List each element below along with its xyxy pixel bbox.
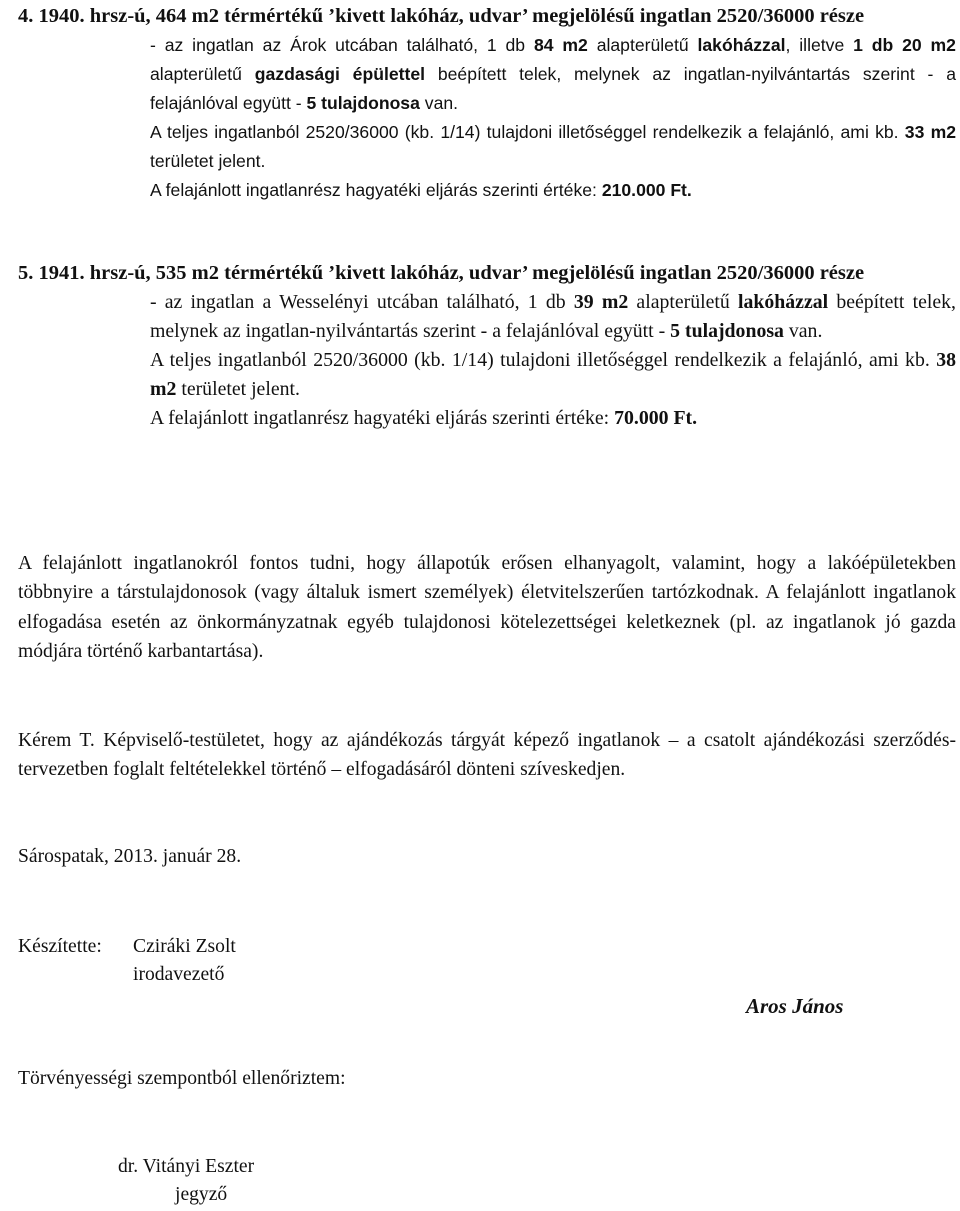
request-paragraph: Kérem T. Képviselő-testületet, hogy az ajándékozás tárgyát képező ingatlanok – a csatolt ajándékozási szerződés-tervezetben foglalt feltételekkel történő – elfogadásáról dönteni szíveskedjen. xyxy=(18,730,956,781)
text-run: A felajánlott ingatlanrész hagyatéki eljárás szerinti értéke: xyxy=(150,180,602,200)
emphasized-text: 84 m2 xyxy=(533,35,588,55)
emphasized-text: 5 tulajdonosa xyxy=(670,320,784,342)
text-run: alapterületű xyxy=(587,35,698,55)
text-run: beépített telek, melynek az ingatlan-nyilvántartás szerint - a felajánlóval együtt - xyxy=(150,291,957,342)
emphasized-text: 1 db 20 m2 xyxy=(853,35,956,55)
text-run: alapterületű xyxy=(628,291,738,313)
text-run: területet jelent. xyxy=(150,151,266,171)
text-run: A felajánlott ingatlanrész hagyatéki eljárás szerinti értéke: xyxy=(150,407,615,429)
property-details xyxy=(150,31,956,205)
emphasized-text: 210.000 Ft. xyxy=(601,180,692,200)
place-date: Sárospatak, 2013. január 28. xyxy=(18,846,242,867)
preparer-role: irodavezető xyxy=(133,964,225,985)
emphasized-text: lakóházzal xyxy=(738,291,829,313)
notary-role: jegyző xyxy=(175,1184,228,1205)
property-item-4 xyxy=(18,2,956,205)
property-description xyxy=(150,31,956,118)
property-heading: 5. 1941. hrsz-ú, 535 m2 térmértékű ’kivett lakóház, udvar’ megjelölésű ingatlan 2520/36000 része xyxy=(18,262,865,284)
emphasized-text: 70.000 Ft. xyxy=(614,407,698,429)
property-details xyxy=(150,288,956,433)
signer-name: Aros János xyxy=(746,994,844,1018)
property-item-5 xyxy=(18,259,956,433)
legality-label: Törvényességi szempontból ellenőriztem: xyxy=(18,1068,346,1089)
notice-paragraph: A felajánlott ingatlanokról fontos tudni, hogy állapotúk erősen elhanyagolt, valamint, hogy a lakóépületekben többnyire a társtulajdonosok (vagy általuk ismert személyek) életvitelszerűen tartózkodnak. A felajánlott ingatlanok elfogadása esetén az önkormányzatnak egyéb tulajdonosi kötelezettségei keletkeznek (pl. az ingatlanok jó gazda módjára történő karbantartása). xyxy=(18,553,956,663)
preparer-name: Cziráki Zsolt xyxy=(133,936,236,957)
ownership-share xyxy=(150,118,956,176)
emphasized-text: 39 m2 xyxy=(573,291,629,313)
ownership-share xyxy=(150,346,956,404)
estate-value xyxy=(150,176,956,205)
property-heading: 4. 1940. hrsz-ú, 464 m2 térmértékű ’kivett lakóház, udvar’ megjelölésű ingatlan 2520/36000 része xyxy=(18,5,865,27)
emphasized-text: gazdasági épülettel xyxy=(254,64,426,84)
text-run: , illetve xyxy=(785,35,854,55)
text-run: - az ingatlan az Árok utcában található, 1 db xyxy=(150,35,534,55)
emphasized-text: lakóházzal xyxy=(697,35,786,55)
text-run: A teljes ingatlanból 2520/36000 (kb. 1/14) tulajdoni illetőséggel rendelkezik a felajánló, ami kb. xyxy=(150,349,937,371)
text-run: - az ingatlan a Wesselényi utcában található, 1 db xyxy=(150,291,574,313)
text-run: alapterületű xyxy=(150,64,255,84)
text-run: területet jelent. xyxy=(176,378,300,400)
text-run: van. xyxy=(783,320,823,342)
text-run: A teljes ingatlanból 2520/36000 (kb. 1/14) tulajdoni illetőséggel rendelkezik a felajánló, ami kb. xyxy=(150,122,905,142)
emphasized-text: 38 m2 xyxy=(150,349,956,400)
prepared-label: Készítette: xyxy=(18,936,102,957)
property-description xyxy=(150,288,956,346)
text-run: van. xyxy=(419,93,459,113)
emphasized-text: 33 m2 xyxy=(904,122,956,142)
notary-name: dr. Vitányi Eszter xyxy=(118,1156,255,1177)
estate-value xyxy=(150,404,956,433)
text-run: beépített telek, melynek az ingatlan-nyilvántartás szerint - a felajánlóval együtt - xyxy=(150,64,957,113)
emphasized-text: 5 tulajdonosa xyxy=(306,93,420,113)
